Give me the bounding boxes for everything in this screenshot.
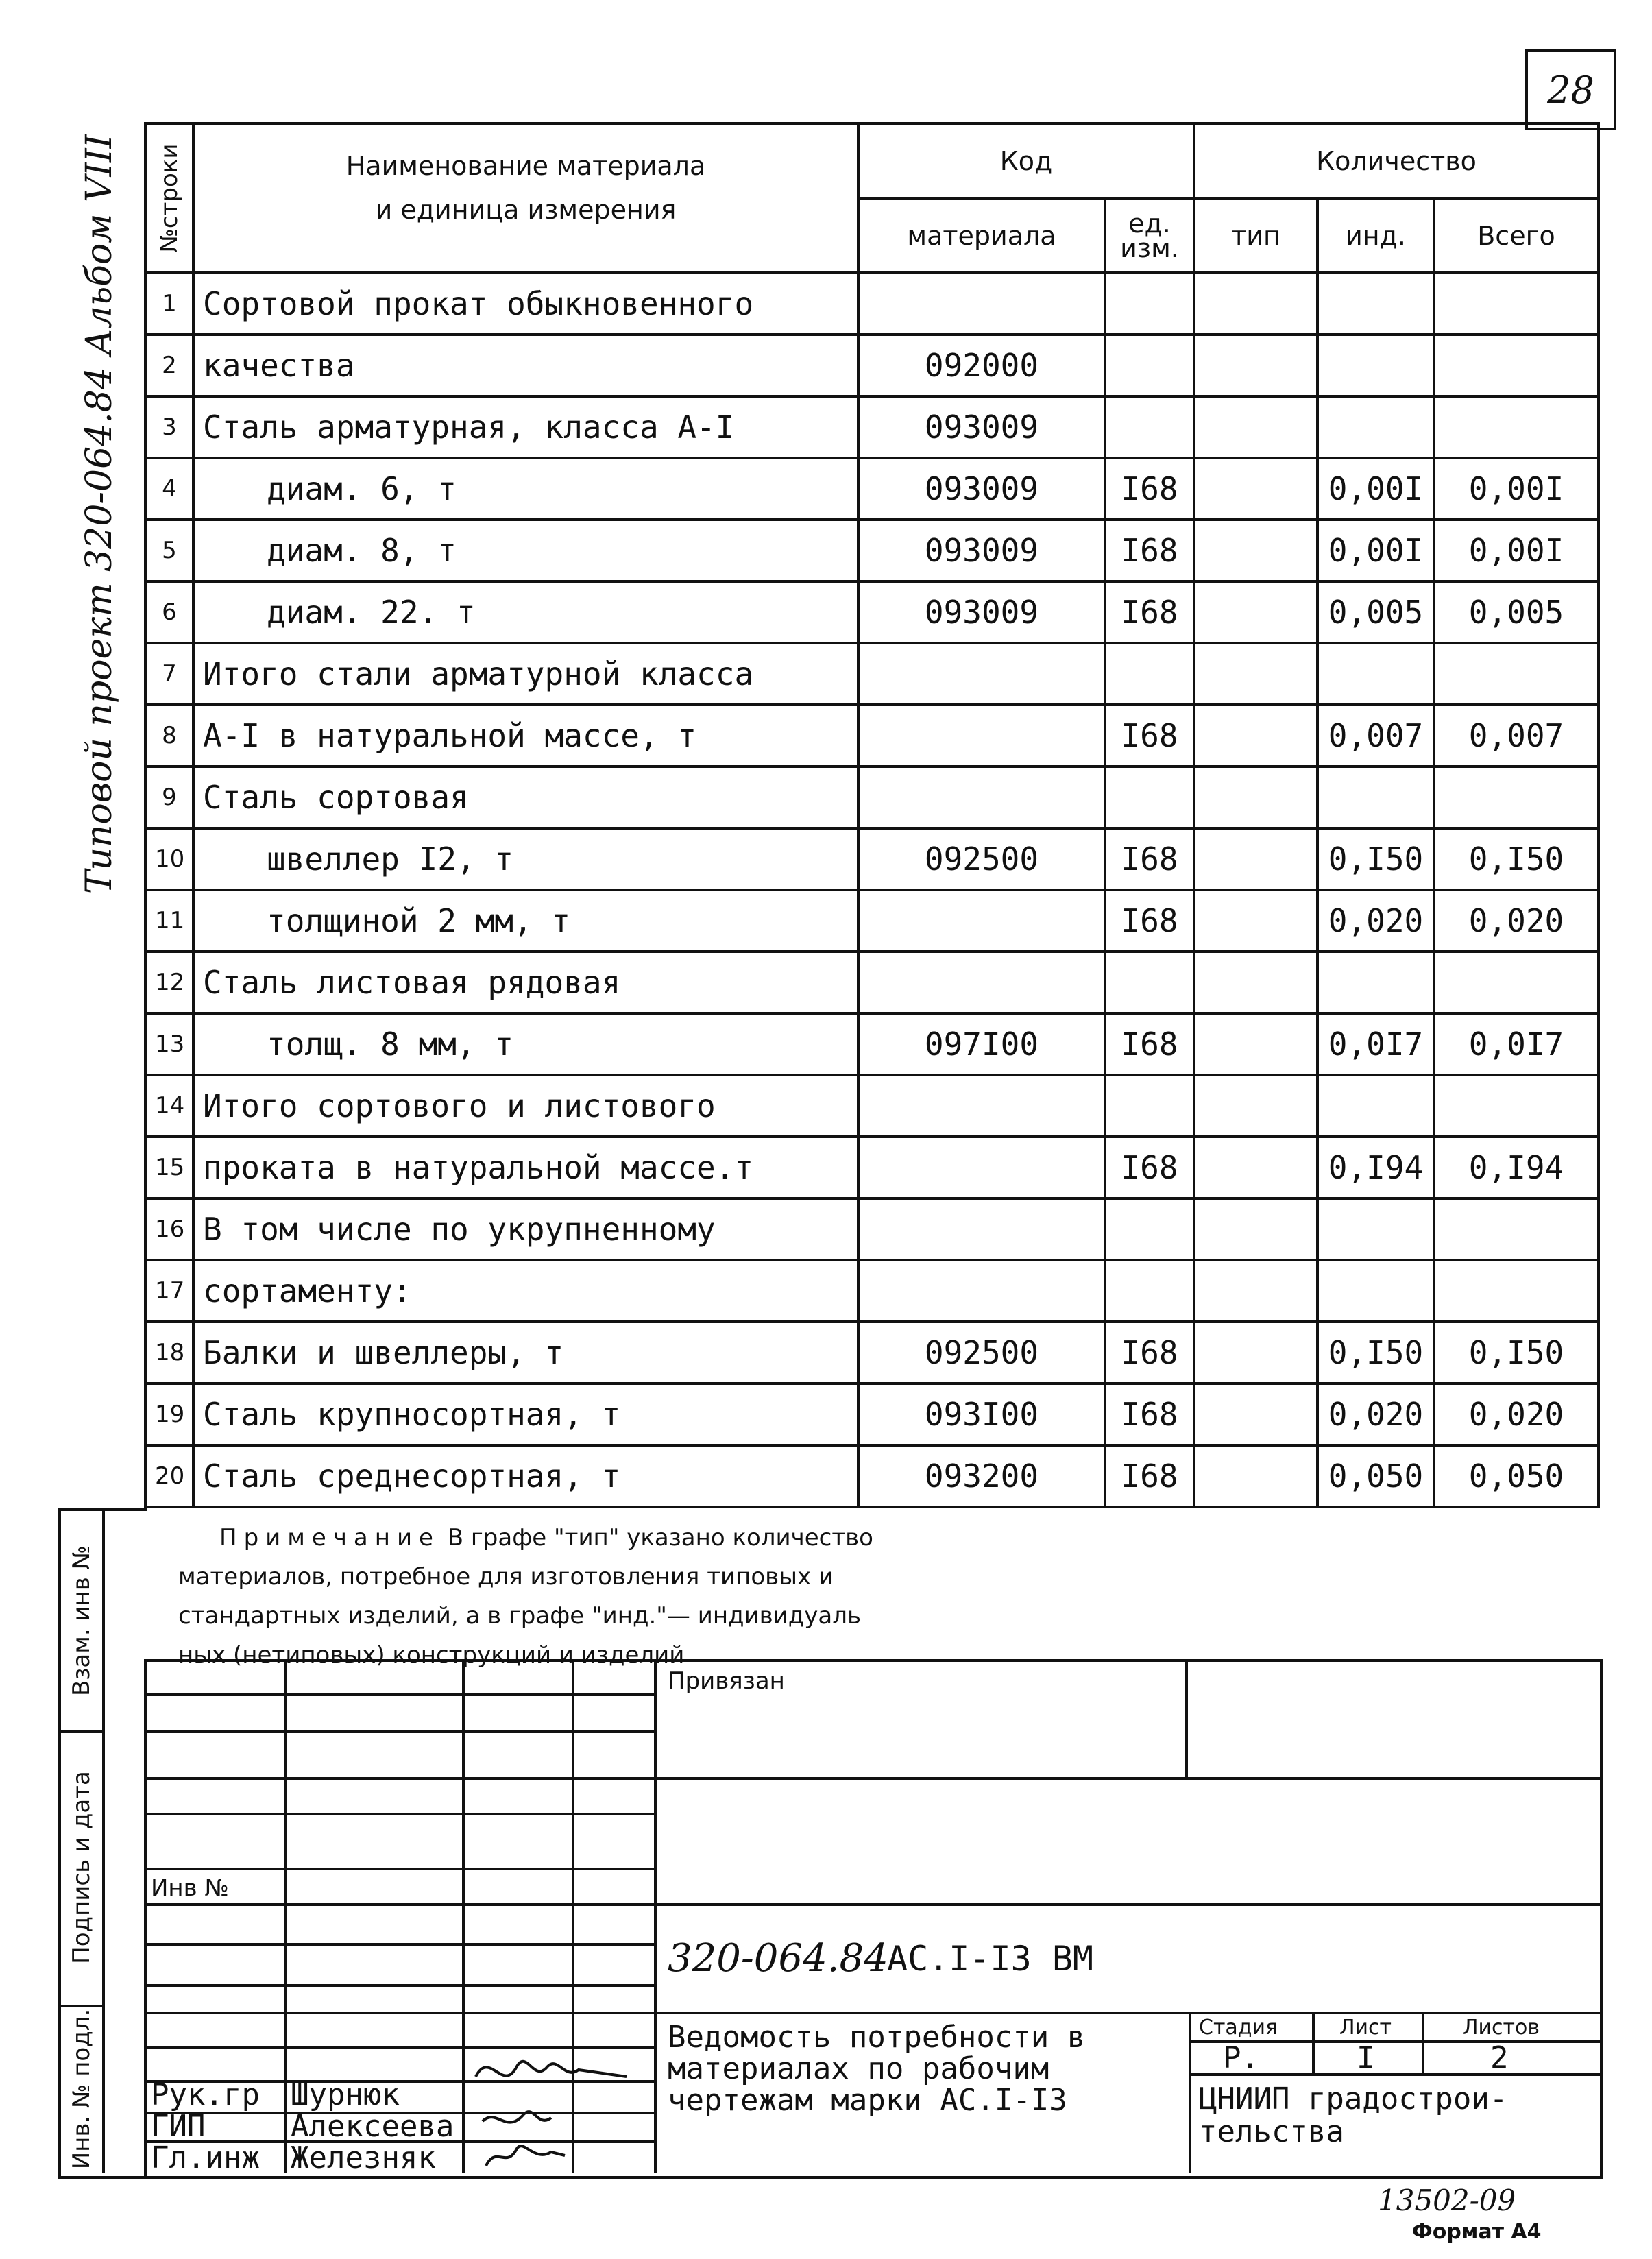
page-number: 28 bbox=[1547, 68, 1594, 112]
note-heading: Примечание bbox=[219, 1524, 440, 1551]
table-row bbox=[145, 520, 1599, 581]
bound-label: Привязан bbox=[668, 1667, 785, 1695]
note-block bbox=[178, 1519, 1069, 1675]
row-qty-typical bbox=[1194, 705, 1317, 766]
row-qty-typical bbox=[1194, 952, 1317, 1013]
row-code bbox=[858, 1260, 1105, 1322]
header-qty-total: Всего bbox=[1434, 199, 1599, 273]
row-code: 093009 bbox=[858, 458, 1105, 520]
row-code bbox=[858, 952, 1105, 1013]
note-line-3: стандартных изделий, а в графе "инд."— индивидуаль bbox=[178, 1602, 862, 1630]
organization-line-1: ЦНИИП градострои- bbox=[1199, 2081, 1508, 2116]
row-material: Сталь арматурная, класса А-I bbox=[193, 396, 858, 458]
row-material: Сталь среднесортная, т bbox=[193, 1445, 858, 1507]
row-qty-individual bbox=[1317, 952, 1434, 1013]
row-qty-typical bbox=[1194, 828, 1317, 890]
row-code: 097I00 bbox=[858, 1013, 1105, 1075]
row-qty-total bbox=[1434, 1198, 1599, 1260]
table-row bbox=[145, 828, 1599, 890]
row-material: проката в натуральной массе.т bbox=[193, 1137, 858, 1198]
person-name: Железняк bbox=[291, 2140, 436, 2175]
row-code: 093009 bbox=[858, 396, 1105, 458]
row-qty-typical bbox=[1194, 643, 1317, 705]
table-row bbox=[145, 335, 1599, 396]
table-row bbox=[145, 952, 1599, 1013]
row-unit bbox=[1105, 952, 1194, 1013]
row-qty-individual bbox=[1317, 1260, 1434, 1322]
row-material: швеллер I2, т bbox=[193, 828, 858, 890]
row-code bbox=[858, 273, 1105, 335]
row-number: 19 bbox=[145, 1384, 193, 1445]
row-material: Сталь крупносортная, т bbox=[193, 1384, 858, 1445]
row-unit bbox=[1105, 1075, 1194, 1137]
row-number: 6 bbox=[145, 581, 193, 643]
row-material: В том числе по укрупненному bbox=[193, 1198, 858, 1260]
row-number: 1 bbox=[145, 273, 193, 335]
row-qty-total: 0,005 bbox=[1434, 581, 1599, 643]
row-qty-typical bbox=[1194, 1445, 1317, 1507]
row-qty-individual: 0,I94 bbox=[1317, 1137, 1434, 1198]
table-row bbox=[145, 1013, 1599, 1075]
note-line-4: ных (нетиповых) конструкций и изделий bbox=[178, 1641, 685, 1669]
row-number: 11 bbox=[145, 890, 193, 952]
row-unit: I68 bbox=[1105, 828, 1194, 890]
strip-replacement-inv: Взам. инв № bbox=[61, 1511, 105, 1733]
row-qty-total: 0,00I bbox=[1434, 458, 1599, 520]
row-qty-total: 0,00I bbox=[1434, 520, 1599, 581]
row-code bbox=[858, 890, 1105, 952]
table-row bbox=[145, 705, 1599, 766]
row-qty-total: 0,007 bbox=[1434, 705, 1599, 766]
row-code: 092500 bbox=[858, 1322, 1105, 1384]
header-row-number: №строки bbox=[145, 123, 193, 273]
row-number: 12 bbox=[145, 952, 193, 1013]
header-code: Код bbox=[858, 123, 1194, 199]
row-qty-typical bbox=[1194, 520, 1317, 581]
table-row bbox=[145, 1260, 1599, 1322]
row-qty-individual: 0,020 bbox=[1317, 1384, 1434, 1445]
row-qty-typical bbox=[1194, 1013, 1317, 1075]
row-unit bbox=[1105, 273, 1194, 335]
row-qty-individual bbox=[1317, 643, 1434, 705]
archive-number: 13502-09 bbox=[1378, 2184, 1516, 2217]
document-mark: АС.I-I3 ВМ bbox=[887, 1939, 1094, 1979]
row-qty-total: 0,020 bbox=[1434, 1384, 1599, 1445]
row-qty-typical bbox=[1194, 1260, 1317, 1322]
row-number: 4 bbox=[145, 458, 193, 520]
row-qty-total bbox=[1434, 335, 1599, 396]
person-name: Шурнюк bbox=[291, 2077, 400, 2112]
row-qty-individual bbox=[1317, 766, 1434, 828]
row-number: 5 bbox=[145, 520, 193, 581]
row-code: 093009 bbox=[858, 581, 1105, 643]
row-qty-total bbox=[1434, 396, 1599, 458]
row-unit bbox=[1105, 335, 1194, 396]
row-unit: I68 bbox=[1105, 1013, 1194, 1075]
table-row bbox=[145, 1198, 1599, 1260]
row-material: толщ. 8 мм, т bbox=[193, 1013, 858, 1075]
row-material: Сортовой прокат обыкновенного bbox=[193, 273, 858, 335]
sheet-value: I bbox=[1357, 2040, 1375, 2075]
stage-label: Стадия bbox=[1199, 2016, 1278, 2040]
row-unit: I68 bbox=[1105, 581, 1194, 643]
row-unit bbox=[1105, 766, 1194, 828]
row-qty-individual bbox=[1317, 396, 1434, 458]
inventory-number-label: Инв № bbox=[151, 1874, 229, 1902]
note-line-1: В графе "тип" указано количество bbox=[447, 1524, 873, 1551]
row-code bbox=[858, 1198, 1105, 1260]
row-code bbox=[858, 1075, 1105, 1137]
row-unit: I68 bbox=[1105, 520, 1194, 581]
row-material: диам. 6, т bbox=[193, 458, 858, 520]
row-material: диам. 8, т bbox=[193, 520, 858, 581]
page-number-box bbox=[1525, 49, 1616, 130]
table-row bbox=[145, 1137, 1599, 1198]
row-qty-total: 0,I50 bbox=[1434, 1322, 1599, 1384]
header-qty-individual: инд. bbox=[1317, 199, 1434, 273]
row-qty-typical bbox=[1194, 581, 1317, 643]
signature-marks bbox=[469, 2046, 688, 2176]
table-row bbox=[145, 766, 1599, 828]
row-qty-total bbox=[1434, 766, 1599, 828]
paper-format: Формат А4 bbox=[1412, 2220, 1542, 2244]
doc-title-line-1: Ведомость потребности в bbox=[668, 2020, 1086, 2055]
row-material: Сталь листовая рядовая bbox=[193, 952, 858, 1013]
row-code: 093I00 bbox=[858, 1384, 1105, 1445]
title-block bbox=[144, 1659, 1603, 2179]
row-number: 15 bbox=[145, 1137, 193, 1198]
row-number: 17 bbox=[145, 1260, 193, 1322]
table-row bbox=[145, 1075, 1599, 1137]
row-material: Сталь сортовая bbox=[193, 766, 858, 828]
row-qty-individual: 0,005 bbox=[1317, 581, 1434, 643]
row-unit: I68 bbox=[1105, 458, 1194, 520]
row-material: толщиной 2 мм, т bbox=[193, 890, 858, 952]
row-qty-total bbox=[1434, 643, 1599, 705]
row-material: Итого сортового и листового bbox=[193, 1075, 858, 1137]
row-qty-typical bbox=[1194, 273, 1317, 335]
row-qty-individual bbox=[1317, 273, 1434, 335]
row-code: 093200 bbox=[858, 1445, 1105, 1507]
row-qty-total: 0,0I7 bbox=[1434, 1013, 1599, 1075]
row-code bbox=[858, 1137, 1105, 1198]
row-unit: I68 bbox=[1105, 705, 1194, 766]
row-qty-individual: 0,00I bbox=[1317, 520, 1434, 581]
row-unit: I68 bbox=[1105, 1384, 1194, 1445]
row-unit bbox=[1105, 1260, 1194, 1322]
table-row bbox=[145, 1322, 1599, 1384]
note-line-2: материалов, потребное для изготовления типовых и bbox=[178, 1563, 834, 1591]
row-qty-typical bbox=[1194, 1322, 1317, 1384]
sheet-label: Лист bbox=[1339, 2016, 1392, 2040]
doc-title-line-2: материалах по рабочим bbox=[668, 2051, 1049, 2086]
sheets-total-label: Листов bbox=[1463, 2016, 1540, 2040]
table-row bbox=[145, 581, 1599, 643]
strip-signature-date: Подпись и дата bbox=[61, 1730, 105, 2007]
doc-title-line-3: чертежам марки АС.I-I3 bbox=[668, 2083, 1067, 2118]
row-qty-typical bbox=[1194, 1384, 1317, 1445]
row-material: Балки и швеллеры, т bbox=[193, 1322, 858, 1384]
row-qty-individual: 0,I50 bbox=[1317, 828, 1434, 890]
organization-line-2: тельства bbox=[1199, 2114, 1344, 2149]
row-qty-total: 0,I94 bbox=[1434, 1137, 1599, 1198]
person-name: Алексеева bbox=[291, 2109, 454, 2144]
left-approval-strip bbox=[58, 1508, 147, 2179]
header-quantity: Количество bbox=[1194, 123, 1599, 199]
table-row bbox=[145, 890, 1599, 952]
header-code-material: материала bbox=[858, 199, 1105, 273]
header-qty-typical: тип bbox=[1194, 199, 1317, 273]
role-label: Рук.гр bbox=[151, 2077, 260, 2112]
stage-value: Р. bbox=[1223, 2040, 1259, 2075]
row-qty-typical bbox=[1194, 1137, 1317, 1198]
row-qty-individual: 0,050 bbox=[1317, 1445, 1434, 1507]
table-row bbox=[145, 643, 1599, 705]
row-qty-individual: 0,0I7 bbox=[1317, 1013, 1434, 1075]
header-code-unit: ед. изм. bbox=[1105, 199, 1194, 273]
row-unit bbox=[1105, 396, 1194, 458]
role-label: Гл.инж bbox=[151, 2140, 260, 2175]
row-material: А-I в натуральной массе, т bbox=[193, 705, 858, 766]
row-code: 092500 bbox=[858, 828, 1105, 890]
row-qty-typical bbox=[1194, 1075, 1317, 1137]
row-qty-individual: 0,I50 bbox=[1317, 1322, 1434, 1384]
row-code bbox=[858, 766, 1105, 828]
row-qty-total bbox=[1434, 1075, 1599, 1137]
row-number: 8 bbox=[145, 705, 193, 766]
side-caption: Типовой проект 320-064.84 Альбом VIII bbox=[79, 134, 120, 895]
row-material: качества bbox=[193, 335, 858, 396]
role-label: ГИП bbox=[151, 2109, 206, 2144]
row-material: сортаменту: bbox=[193, 1260, 858, 1322]
row-qty-typical bbox=[1194, 766, 1317, 828]
table-row bbox=[145, 458, 1599, 520]
row-unit bbox=[1105, 643, 1194, 705]
row-qty-typical bbox=[1194, 890, 1317, 952]
row-qty-individual bbox=[1317, 335, 1434, 396]
table-row bbox=[145, 1384, 1599, 1445]
row-code: 092000 bbox=[858, 335, 1105, 396]
row-number: 2 bbox=[145, 335, 193, 396]
sheets-total-value: 2 bbox=[1490, 2040, 1509, 2075]
row-qty-individual bbox=[1317, 1198, 1434, 1260]
table-row bbox=[145, 273, 1599, 335]
row-qty-typical bbox=[1194, 335, 1317, 396]
row-qty-individual: 0,007 bbox=[1317, 705, 1434, 766]
table-row bbox=[145, 1445, 1599, 1507]
row-qty-total bbox=[1434, 1260, 1599, 1322]
row-number: 13 bbox=[145, 1013, 193, 1075]
materials-table bbox=[144, 122, 1600, 1508]
row-qty-total bbox=[1434, 273, 1599, 335]
row-number: 9 bbox=[145, 766, 193, 828]
strip-original-inv: Инв. № подл. bbox=[61, 2005, 105, 2173]
row-qty-total: 0,050 bbox=[1434, 1445, 1599, 1507]
row-unit: I68 bbox=[1105, 1445, 1194, 1507]
row-code bbox=[858, 643, 1105, 705]
row-qty-individual bbox=[1317, 1075, 1434, 1137]
row-qty-individual: 0,00I bbox=[1317, 458, 1434, 520]
row-number: 18 bbox=[145, 1322, 193, 1384]
row-code: 093009 bbox=[858, 520, 1105, 581]
table-row bbox=[145, 396, 1599, 458]
row-number: 20 bbox=[145, 1445, 193, 1507]
row-qty-individual: 0,020 bbox=[1317, 890, 1434, 952]
row-number: 3 bbox=[145, 396, 193, 458]
row-number: 14 bbox=[145, 1075, 193, 1137]
row-material: Итого стали арматурной класса bbox=[193, 643, 858, 705]
row-qty-typical bbox=[1194, 396, 1317, 458]
row-qty-typical bbox=[1194, 458, 1317, 520]
row-number: 16 bbox=[145, 1198, 193, 1260]
row-qty-total: 0,I50 bbox=[1434, 828, 1599, 890]
row-unit bbox=[1105, 1198, 1194, 1260]
row-number: 7 bbox=[145, 643, 193, 705]
row-unit: I68 bbox=[1105, 890, 1194, 952]
row-qty-total bbox=[1434, 952, 1599, 1013]
row-material: диам. 22. т bbox=[193, 581, 858, 643]
row-unit: I68 bbox=[1105, 1322, 1194, 1384]
document-code: 320-064.84 bbox=[668, 1936, 888, 1981]
row-unit: I68 bbox=[1105, 1137, 1194, 1198]
row-code bbox=[858, 705, 1105, 766]
row-qty-total: 0,020 bbox=[1434, 890, 1599, 952]
row-qty-typical bbox=[1194, 1198, 1317, 1260]
header-material-name: Наименование материала и единица измерения bbox=[193, 123, 858, 273]
row-number: 10 bbox=[145, 828, 193, 890]
